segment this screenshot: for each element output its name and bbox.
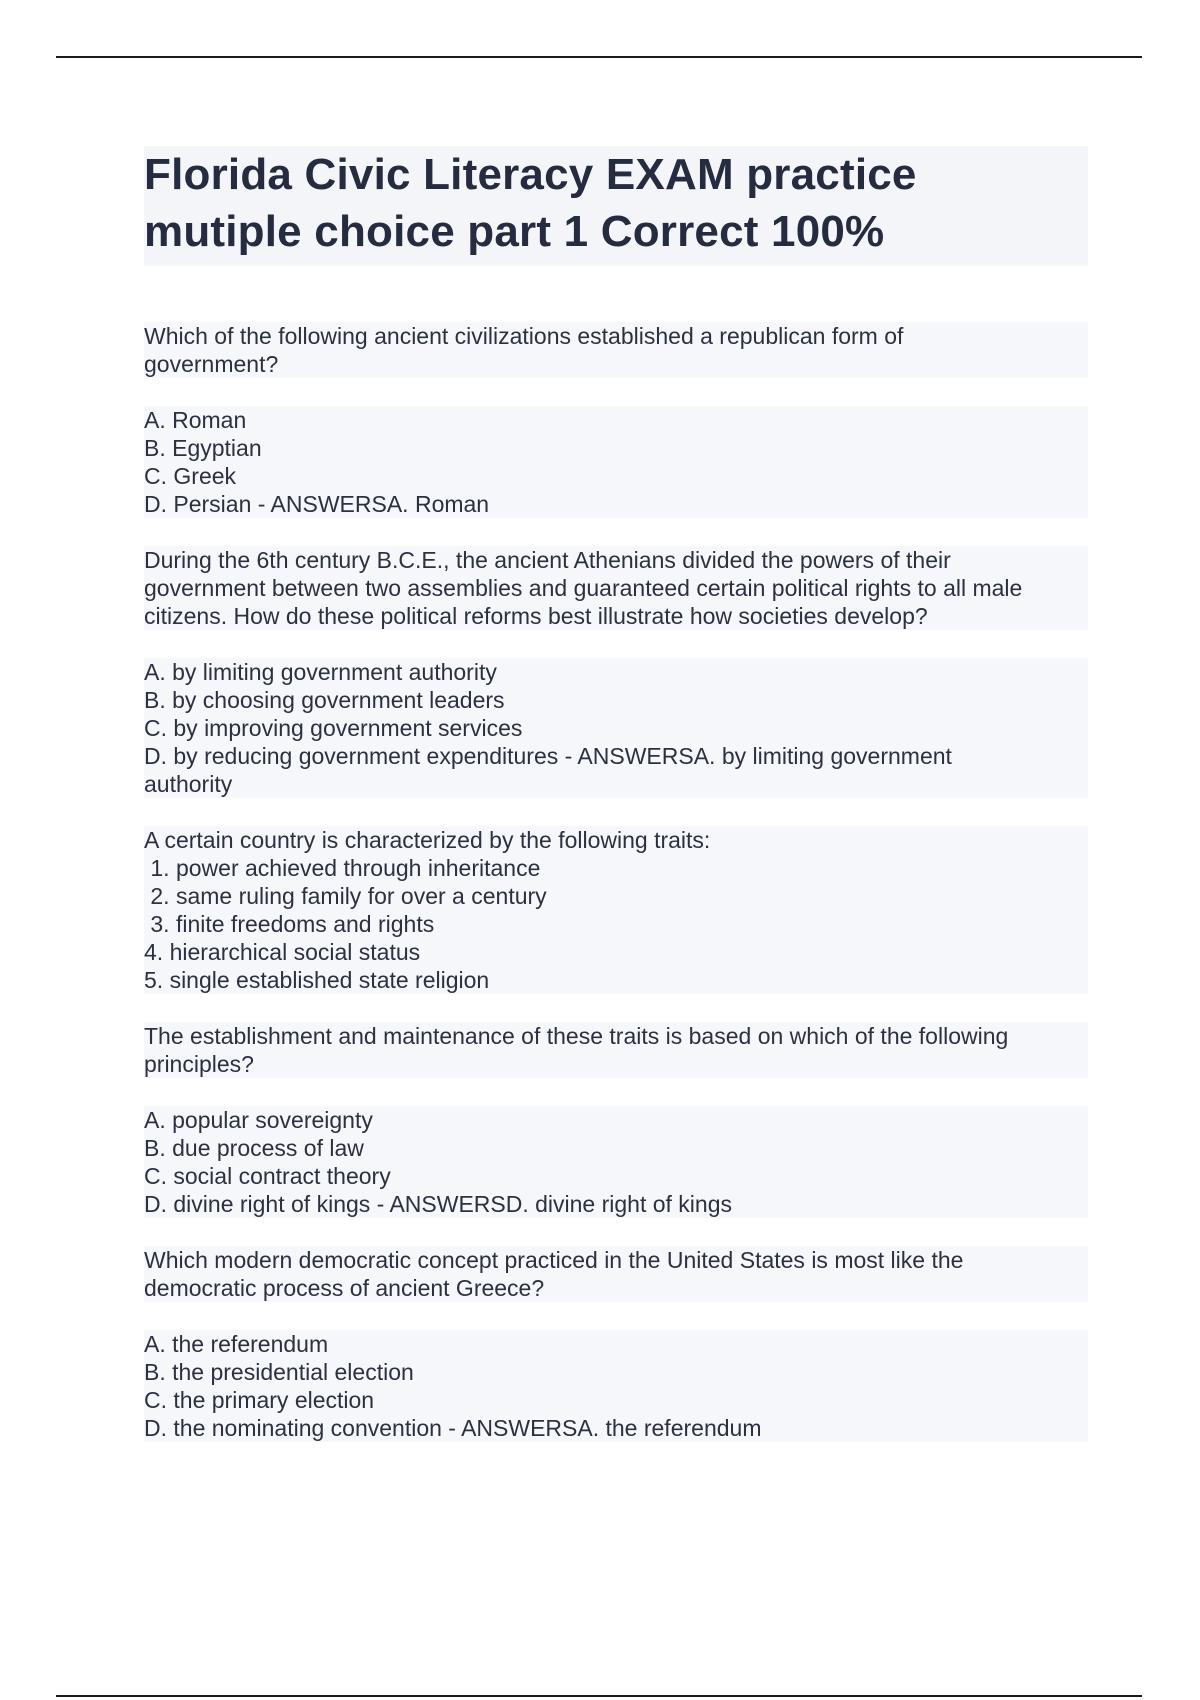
option-b: B. Egyptian (144, 435, 262, 461)
trait-item: 2. same ruling family for over a century (144, 883, 547, 909)
prompt-line: government between two assemblies and guaranteed certain political rights to all male (144, 575, 1023, 601)
prompt-line: Which of the following ancient civilizations established a republican form of (144, 323, 904, 349)
title-block (144, 146, 1088, 266)
traits-intro: A certain country is characterized by the following traits: (144, 827, 711, 853)
option-b: B. the presidential election (144, 1359, 414, 1385)
question-1-prompt (144, 322, 1088, 378)
trait-item: 1. power achieved through inheritance (144, 855, 541, 881)
prompt-line: democratic process of ancient Greece? (144, 1275, 545, 1301)
option-d-answer: D. Persian - ANSWERSA. Roman (144, 491, 490, 517)
option-c: C. Greek (144, 463, 237, 489)
question-3-traits (144, 826, 1088, 994)
question-1 (144, 322, 1088, 518)
trait-item: 4. hierarchical social status (144, 939, 421, 965)
option-c: C. the primary election (144, 1387, 375, 1413)
prompt-line: citizens. How do these political reforms best illustrate how societies develop? (144, 603, 928, 629)
question-4 (144, 1246, 1088, 1442)
question-4-options (144, 1330, 1088, 1442)
prompt-line: The establishment and maintenance of these traits is based on which of the following (144, 1023, 1009, 1049)
question-2-prompt (144, 546, 1088, 630)
option-d-answer: D. divine right of kings - ANSWERSD. divine right of kings (144, 1191, 733, 1217)
document-body (144, 146, 1088, 1470)
question-3-prompt (144, 1022, 1088, 1078)
option-a: A. popular sovereignty (144, 1107, 373, 1133)
option-c: C. social contract theory (144, 1163, 391, 1189)
option-b: B. due process of law (144, 1135, 364, 1161)
bottom-rule (56, 1695, 1142, 1697)
question-3 (144, 826, 1088, 1218)
prompt-line: During the 6th century B.C.E., the ancient Athenians divided the powers of their (144, 547, 951, 573)
title-line-1: Florida Civic Literacy EXAM practice (144, 150, 917, 199)
question-2-options (144, 658, 1088, 798)
top-rule (56, 56, 1142, 58)
question-1-options (144, 406, 1088, 518)
option-a: A. the referendum (144, 1331, 329, 1357)
title-line-2: mutiple choice part 1 Correct 100% (144, 207, 885, 256)
trait-item: 3. finite freedoms and rights (144, 911, 435, 937)
option-d-answer-cont: authority (144, 771, 233, 797)
option-c: C. by improving government services (144, 715, 523, 741)
question-4-prompt (144, 1246, 1088, 1302)
option-d-answer: D. by reducing government expenditures - ANSWERSA. by limiting government (144, 743, 952, 769)
prompt-line: principles? (144, 1051, 254, 1077)
option-a: A. by limiting government authority (144, 659, 497, 685)
document-title (144, 146, 1088, 260)
prompt-line: Which modern democratic concept practiced in the United States is most like the (144, 1247, 964, 1273)
option-d-answer: D. the nominating convention - ANSWERSA. the referendum (144, 1415, 762, 1441)
question-3-options (144, 1106, 1088, 1218)
trait-item: 5. single established state religion (144, 967, 490, 993)
option-b: B. by choosing government leaders (144, 687, 505, 713)
prompt-line: government? (144, 351, 279, 377)
question-2 (144, 546, 1088, 798)
question-list (144, 322, 1088, 1442)
option-a: A. Roman (144, 407, 247, 433)
